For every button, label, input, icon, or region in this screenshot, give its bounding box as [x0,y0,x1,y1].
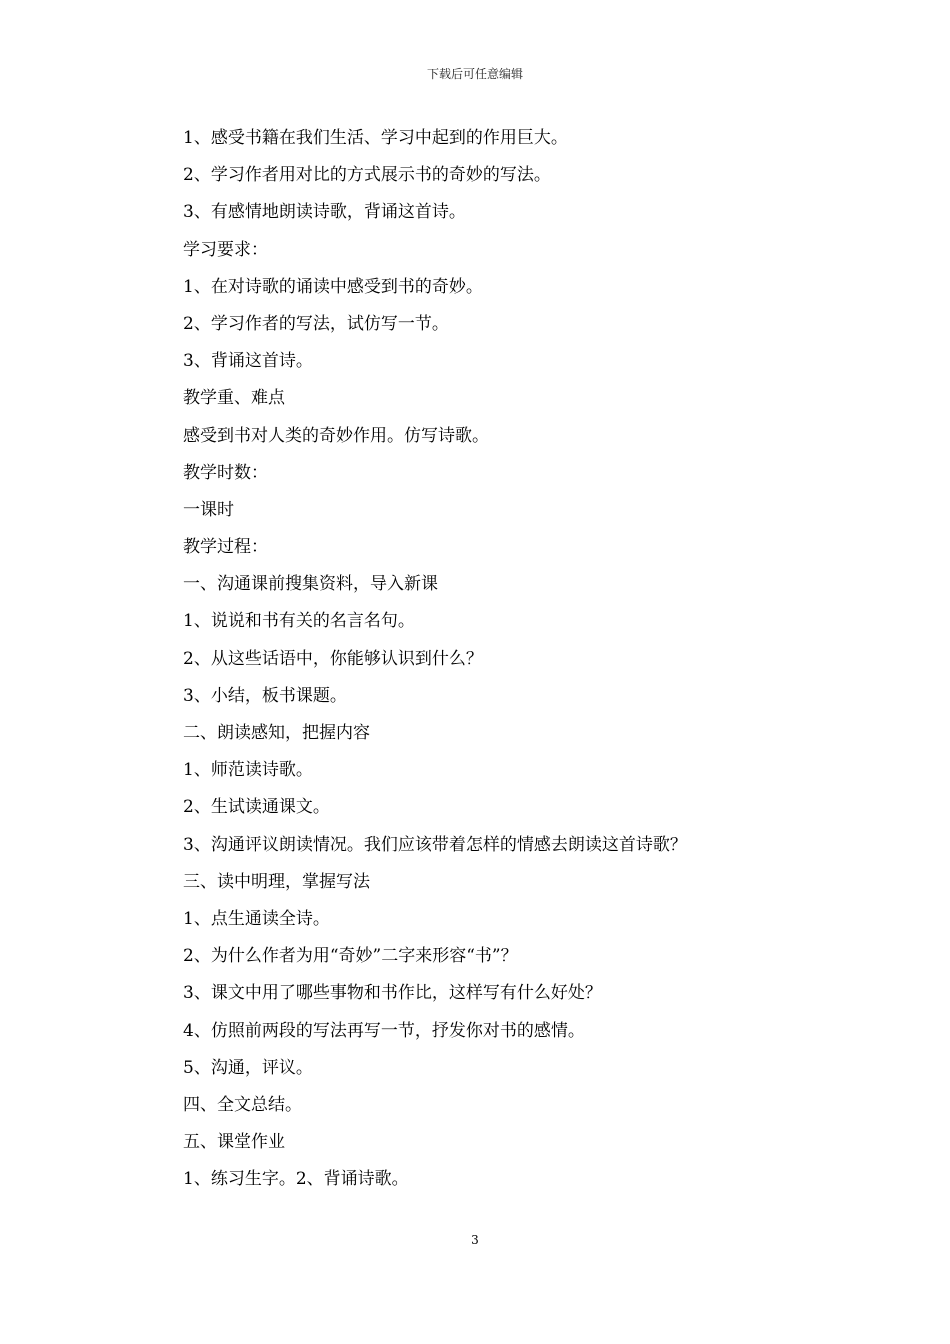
document-body [183,123,803,1201]
text-line: 一课时 [183,499,234,520]
text-line: 2、生试读通课文。 [183,797,330,818]
text-line: 1、感受书籍在我们生活、学习中起到的作用巨大。 [183,128,568,148]
page-number: 3 [471,1233,479,1247]
text-line: 2、为什么作者为用“奇妙”二字来形容“书”？ [183,946,518,967]
step-heading: 四、全文总结。 [183,1094,302,1115]
text-line: 3、背诵这首诗。 [183,351,313,372]
text-line: 感受到书对人类的奇妙作用。仿写诗歌。 [183,425,489,446]
text-line: 1、点生通读全诗。 [183,908,330,929]
step-heading: 三、读中明理，掌握写法 [183,871,370,892]
section-heading: 教学过程： [183,537,268,558]
section-heading: 教学时数： [183,462,268,483]
text-line: 3、小结，板书课题。 [183,685,347,706]
text-line: 2、从这些话语中，你能够认识到什么？ [183,648,483,669]
text-line: 4、仿照前两段的写法再写一节，抒发你对书的感情。 [183,1020,585,1041]
text-line: 1、在对诗歌的诵读中感受到书的奇妙。 [183,276,483,297]
text-line: 2、学习作者的写法，试仿写一节。 [183,313,449,334]
text-line: 1、师范读诗歌。 [183,760,313,781]
text-line: 2、学习作者用对比的方式展示书的奇妙的写法。 [183,165,551,186]
text-line: 3、课文中用了哪些事物和书作比，这样写有什么好处？ [183,983,602,1004]
section-heading: 教学重、难点 [183,388,285,409]
page-header: 下载后可任意编辑 [426,67,523,81]
text-line: 3、有感情地朗读诗歌，背诵这首诗。 [183,202,466,223]
text-line: 1、练习生字。2、背诵诗歌。 [183,1169,409,1190]
text-line: 3、沟通评议朗读情况。我们应该带着怎样的情感去朗读这首诗歌？ [183,834,687,855]
step-heading: 一、沟通课前搜集资料，导入新课 [183,574,438,595]
text-line: 5、沟通，评议。 [183,1057,313,1078]
step-heading: 二、朗读感知，把握内容 [183,723,370,743]
text-line: 1、说说和书有关的名言名句。 [183,611,415,632]
step-heading: 五、课堂作业 [183,1132,285,1153]
section-heading: 学习要求： [183,239,268,260]
